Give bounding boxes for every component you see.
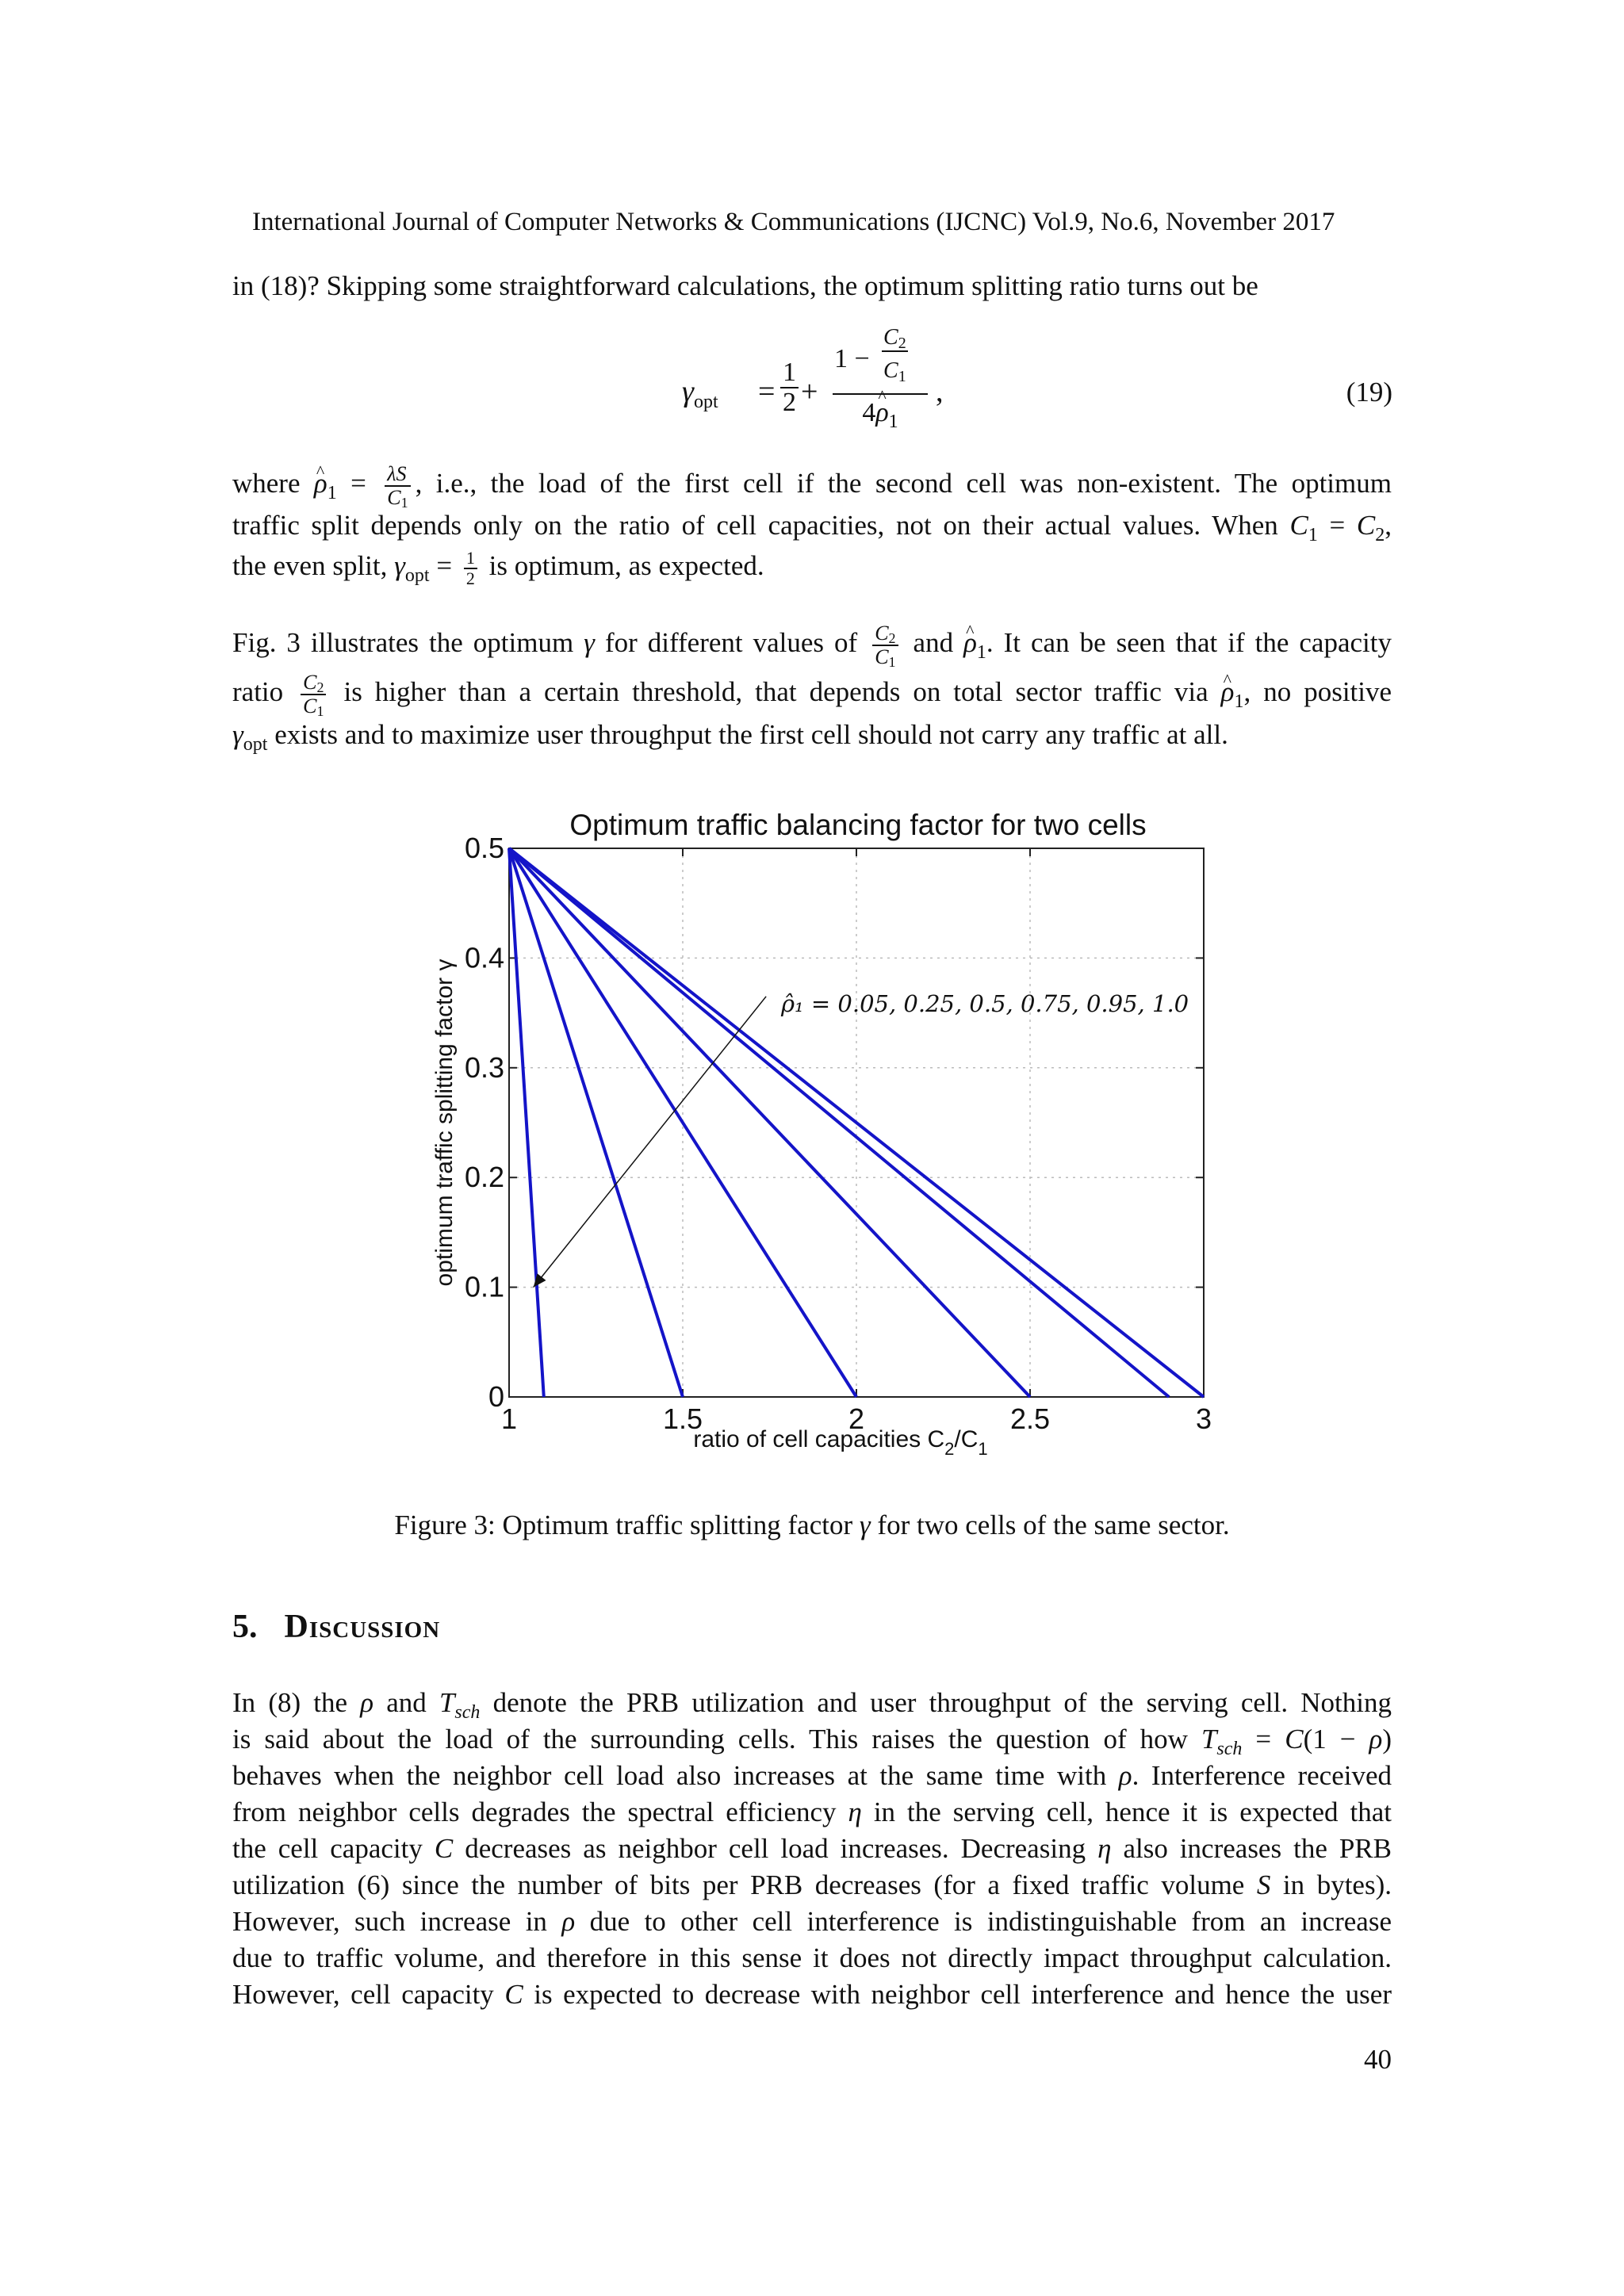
annotation <box>534 990 1189 1288</box>
x-tick-label: 2 <box>848 1402 865 1435</box>
y-tick-label: 0.2 <box>464 1161 504 1194</box>
eq-lhs: $\gamma_{opt}$ <box>682 375 718 412</box>
eq-fraction: 1 − $C_2$ $C_1$ 4^ $\rho_1$ <box>833 325 928 428</box>
series-line <box>509 848 544 1397</box>
x-tick-label: 3 <box>1195 1402 1212 1435</box>
eq-comma: , <box>936 375 944 408</box>
series-line <box>509 848 1030 1397</box>
section-heading: 5. Discussion <box>232 1609 441 1645</box>
y-tick-label: 0 <box>488 1380 504 1413</box>
figure-caption: Figure 3: Optimum traffic splitting factor γ for two cells of the same sector. <box>394 1510 1230 1540</box>
chart-title: Optimum traffic balancing factor for two cells <box>569 809 1147 841</box>
y-axis-label: optimum traffic splitting factor γ <box>431 959 458 1287</box>
eq-plus: + <box>801 375 818 408</box>
series-lines <box>509 848 1204 1397</box>
eq-half: $\frac{1}{2}$ <box>780 358 799 417</box>
x-axis-label: ratio of cell capacities $C_2/C_1$ <box>693 1426 988 1459</box>
paragraph-3: In (8) the ρ and $T_{sch}$ denote the PRB utilization and user throughput of the serving cell. Nothing is said about the load of the surrounding cells. This raises the question of how $T_{sch} = C(1 - \rho)$ behaves when the neighbor cell load also increases at the same time with ρ. Interference received from neighbor cells degrades the spectral efficiency η in the serving cell, hence it is expected that the cell capacity C decreases as neighbor cell load increases. Decreasing η also increases the PRB utilization (6) since the number of bits per PRB decreases (for a fixed traffic volume S in bytes). However, such increase in ρ due to other cell interference is indistinguishable from an increase due to traffic volume, and therefore in this sense it does not directly impact throughput calculation. However, cell capacity C is expected to decrease with neighbor cell interference and hence the user <box>232 1687 1392 2010</box>
y-tick-label: 0.3 <box>464 1050 504 1084</box>
intro-line: in (18)? Skipping some straightforward calculations, the optimum splitting ratio turns out be <box>232 270 1258 301</box>
running-header: International Journal of Computer Networks & Communications (IJCNC) Vol.9, No.6, November 2017 <box>252 208 1335 236</box>
equation-19 <box>682 325 1396 444</box>
axis-ticks <box>465 832 1212 1435</box>
annotation-text: ρ̂₁ = 0.05, 0.25, 0.5, 0.75, 0.95, 1.0 <box>781 990 1189 1017</box>
figure-3-chart <box>412 797 1253 1471</box>
figure-3 <box>412 797 1253 1471</box>
paragraph-1: where ^ $\rho_1$ = $\frac{\lambda S}{C_1}$ , i.e., the load of the first cell if the second cell was non-existent. The optimum traffic split depends only on the ratio of cell capacities, not on their actual values. When $C_1 = C_2$, the even split, $\gamma_{opt}$ = $\frac{1}{2}$ is optimum, as expected. <box>232 460 1392 588</box>
series-line <box>509 848 683 1397</box>
page-number: 40 <box>1364 2044 1392 2075</box>
y-tick-label: 0.4 <box>464 941 504 974</box>
x-tick-label: 1.5 <box>662 1402 703 1435</box>
series-line <box>509 848 856 1397</box>
series-line <box>509 848 1169 1397</box>
x-tick-label: 1 <box>500 1402 518 1435</box>
y-tick-label: 0.5 <box>464 832 504 864</box>
x-tick-label: 2.5 <box>1009 1402 1051 1435</box>
series-line <box>509 848 1204 1397</box>
eq-equals: = <box>758 375 776 408</box>
equation-number: (19) <box>1346 377 1392 408</box>
y-tick-label: 0.1 <box>464 1270 504 1303</box>
paragraph-2: Fig. 3 illustrates the optimum γ for different values of $\frac{C_2}{C_1}$ and ^ $\rho_1$. It can be seen that if the capacity ratio $\frac{C_2}{C_1}$ is higher than a certain threshold, that depends on total sector traffic via ^ $\rho_1$, no positive $\gamma_{opt}$ exists and to maximize user throughput the first cell should not carry any traffic at all. <box>232 618 1392 753</box>
